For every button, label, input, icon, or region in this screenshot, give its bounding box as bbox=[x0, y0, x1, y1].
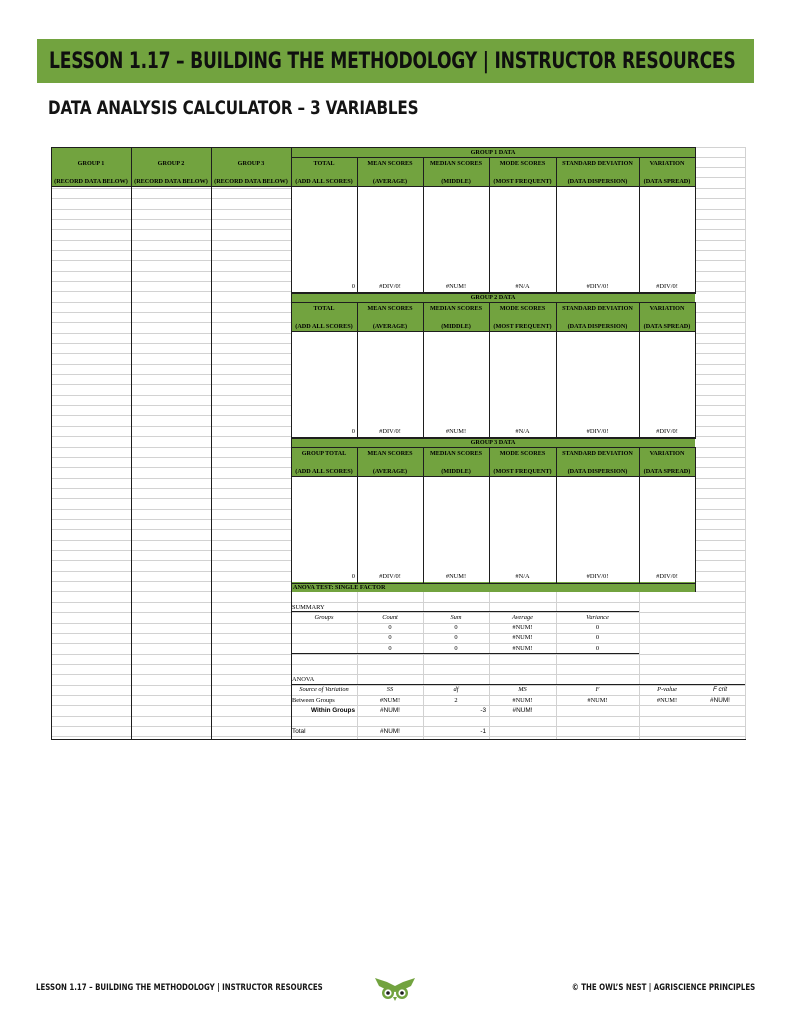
anova-header: Source of Variation bbox=[299, 686, 349, 693]
stat-subheader: (DATA SPREAD) bbox=[643, 178, 691, 185]
summary-header: Sum bbox=[450, 614, 462, 621]
stat-subheader: (AVERAGE) bbox=[372, 178, 408, 185]
summary-cell: 0 bbox=[388, 634, 392, 642]
input-column-note: (RECORD DATA BELOW) bbox=[214, 178, 288, 185]
group-section-title: GROUP 3 DATA bbox=[470, 439, 516, 446]
between-groups-cell: #NUM! bbox=[656, 696, 678, 704]
stat-result: #DIV/0! bbox=[379, 428, 401, 435]
input-column-header: GROUP 3 bbox=[237, 160, 265, 167]
stat-subheader: (MOST FREQUENT) bbox=[493, 323, 552, 330]
stat-subheader: (DATA SPREAD) bbox=[643, 323, 691, 330]
stat-header: MODE SCORES bbox=[499, 160, 546, 167]
stat-header: TOTAL bbox=[313, 305, 335, 312]
anova-header: F crit bbox=[712, 686, 728, 693]
stat-subheader: (MIDDLE) bbox=[441, 323, 471, 330]
within-groups-cell: #NUM! bbox=[380, 707, 400, 714]
stat-result: #DIV/0! bbox=[656, 428, 678, 435]
anova-label: ANOVA bbox=[292, 676, 315, 683]
input-column-note: (RECORD DATA BELOW) bbox=[134, 178, 208, 185]
summary-header: Groups bbox=[314, 614, 334, 621]
stat-header: STANDARD DEVIATION bbox=[562, 160, 633, 167]
anova-title: ANOVA TEST: SINGLE FACTOR bbox=[293, 584, 386, 591]
stat-result: #DIV/0! bbox=[379, 283, 401, 290]
anova-header: SS bbox=[386, 686, 394, 693]
within-groups-cell: #NUM! bbox=[512, 707, 533, 714]
input-column-note: (RECORD DATA BELOW) bbox=[54, 178, 128, 185]
summary-header: Variance bbox=[586, 614, 609, 621]
summary-cell: 0 bbox=[388, 644, 392, 652]
summary-cell: #NUM! bbox=[512, 624, 533, 631]
summary-cell: 0 bbox=[388, 624, 392, 631]
stat-header: STANDARD DEVIATION bbox=[562, 450, 633, 457]
between-groups-cell: 2 bbox=[454, 696, 458, 704]
stat-header: MODE SCORES bbox=[499, 450, 546, 457]
summary-cell: 0 bbox=[454, 634, 458, 642]
page-title: LESSON 1.17 – BUILDING THE METHODOLOGY | INSTRUCTOR RESOURCES bbox=[49, 49, 736, 74]
between-groups-cell: #NUM! bbox=[710, 696, 730, 704]
footer-copyright: © THE OWL’S NEST | AGRISCIENCE PRINCIPLES bbox=[571, 983, 755, 993]
within-groups-cell: Within Groups bbox=[311, 706, 355, 714]
total-cell: #NUM! bbox=[380, 728, 400, 735]
stat-header: MEAN SCORES bbox=[367, 450, 413, 457]
anova-header: MS bbox=[518, 686, 527, 693]
summary-header: Count bbox=[382, 614, 398, 621]
summary-cell: #NUM! bbox=[512, 644, 533, 652]
stat-result: #DIV/0! bbox=[586, 283, 609, 290]
stat-header: MEDIAN SCORES bbox=[429, 160, 483, 167]
stat-result: #N/A bbox=[515, 283, 530, 290]
summary-cell: #NUM! bbox=[512, 634, 533, 642]
stat-result: #DIV/0! bbox=[586, 428, 609, 435]
stat-header: MEAN SCORES bbox=[367, 305, 413, 312]
stat-result: #DIV/0! bbox=[656, 283, 678, 290]
stat-result: #DIV/0! bbox=[656, 573, 678, 580]
stat-header: MEAN SCORES bbox=[367, 160, 413, 167]
stat-result: #NUM! bbox=[445, 428, 467, 435]
summary-cell: 0 bbox=[595, 644, 600, 652]
stat-header: STANDARD DEVIATION bbox=[562, 305, 633, 312]
stat-subheader: (DATA DISPERSION) bbox=[567, 323, 628, 330]
between-groups-cell: #NUM! bbox=[587, 696, 608, 704]
between-groups-cell: #NUM! bbox=[512, 696, 533, 704]
input-column-header: GROUP 1 bbox=[77, 160, 105, 167]
data-analysis-spreadsheet bbox=[51, 147, 745, 739]
calculator-heading: DATA ANALYSIS CALCULATOR – 3 VARIABLES bbox=[48, 97, 419, 119]
stat-result: #DIV/0! bbox=[379, 573, 401, 580]
total-cell: -1 bbox=[480, 728, 486, 735]
total-cell: Total bbox=[292, 728, 306, 735]
stat-header: MEDIAN SCORES bbox=[429, 305, 483, 312]
stat-result: #NUM! bbox=[445, 283, 467, 290]
group-section-title: GROUP 1 DATA bbox=[470, 149, 516, 156]
stat-result: #NUM! bbox=[445, 573, 467, 580]
summary-cell: 0 bbox=[595, 624, 600, 631]
stat-subheader: (MIDDLE) bbox=[441, 178, 471, 185]
input-column-header: GROUP 2 bbox=[157, 160, 185, 167]
stat-result: #N/A bbox=[515, 573, 530, 580]
stat-header: VARIATION bbox=[649, 305, 685, 312]
stat-subheader: (ADD ALL SCORES) bbox=[295, 323, 353, 330]
stat-subheader: (MOST FREQUENT) bbox=[493, 178, 552, 185]
anova-header: F bbox=[595, 686, 600, 693]
stat-subheader: (AVERAGE) bbox=[372, 468, 408, 475]
stat-subheader: (DATA DISPERSION) bbox=[567, 178, 628, 185]
stat-result: 0 bbox=[351, 573, 355, 580]
title-banner bbox=[37, 39, 754, 83]
summary-label: SUMMARY bbox=[292, 604, 325, 611]
stat-subheader: (DATA DISPERSION) bbox=[567, 468, 628, 475]
stat-subheader: (DATA SPREAD) bbox=[643, 468, 691, 475]
group-section-title: GROUP 2 DATA bbox=[470, 294, 516, 301]
anova-header: P-value bbox=[657, 686, 677, 693]
between-groups-cell: Between Groups bbox=[292, 696, 335, 704]
stat-header: VARIATION bbox=[649, 160, 685, 167]
anova-header: df bbox=[453, 686, 459, 693]
stat-header: TOTAL bbox=[313, 160, 335, 167]
owl-logo-icon bbox=[373, 976, 417, 1002]
summary-cell: 0 bbox=[454, 644, 458, 652]
stat-subheader: (AVERAGE) bbox=[372, 323, 408, 330]
summary-cell: 0 bbox=[454, 624, 458, 631]
footer-lesson-label: LESSON 1.17 – BUILDING THE METHODOLOGY | INSTRUCTOR RESOURCES bbox=[36, 983, 323, 993]
stat-subheader: (ADD ALL SCORES) bbox=[295, 178, 353, 185]
stat-subheader: (MIDDLE) bbox=[441, 468, 471, 475]
stat-header: MODE SCORES bbox=[499, 305, 546, 312]
within-groups-cell: -3 bbox=[480, 707, 486, 714]
stat-result: #DIV/0! bbox=[586, 573, 609, 580]
stat-header: MEDIAN SCORES bbox=[429, 450, 483, 457]
stat-subheader: (ADD ALL SCORES) bbox=[295, 468, 353, 475]
summary-cell: 0 bbox=[595, 634, 600, 642]
stat-result: #N/A bbox=[515, 428, 530, 435]
stat-result: 0 bbox=[351, 428, 355, 435]
stat-result: 0 bbox=[351, 283, 355, 290]
stat-header: GROUP TOTAL bbox=[301, 450, 347, 457]
between-groups-cell: #NUM! bbox=[379, 696, 401, 704]
stat-header: VARIATION bbox=[649, 450, 685, 457]
summary-header: Average bbox=[512, 614, 533, 621]
stat-subheader: (MOST FREQUENT) bbox=[493, 468, 552, 475]
